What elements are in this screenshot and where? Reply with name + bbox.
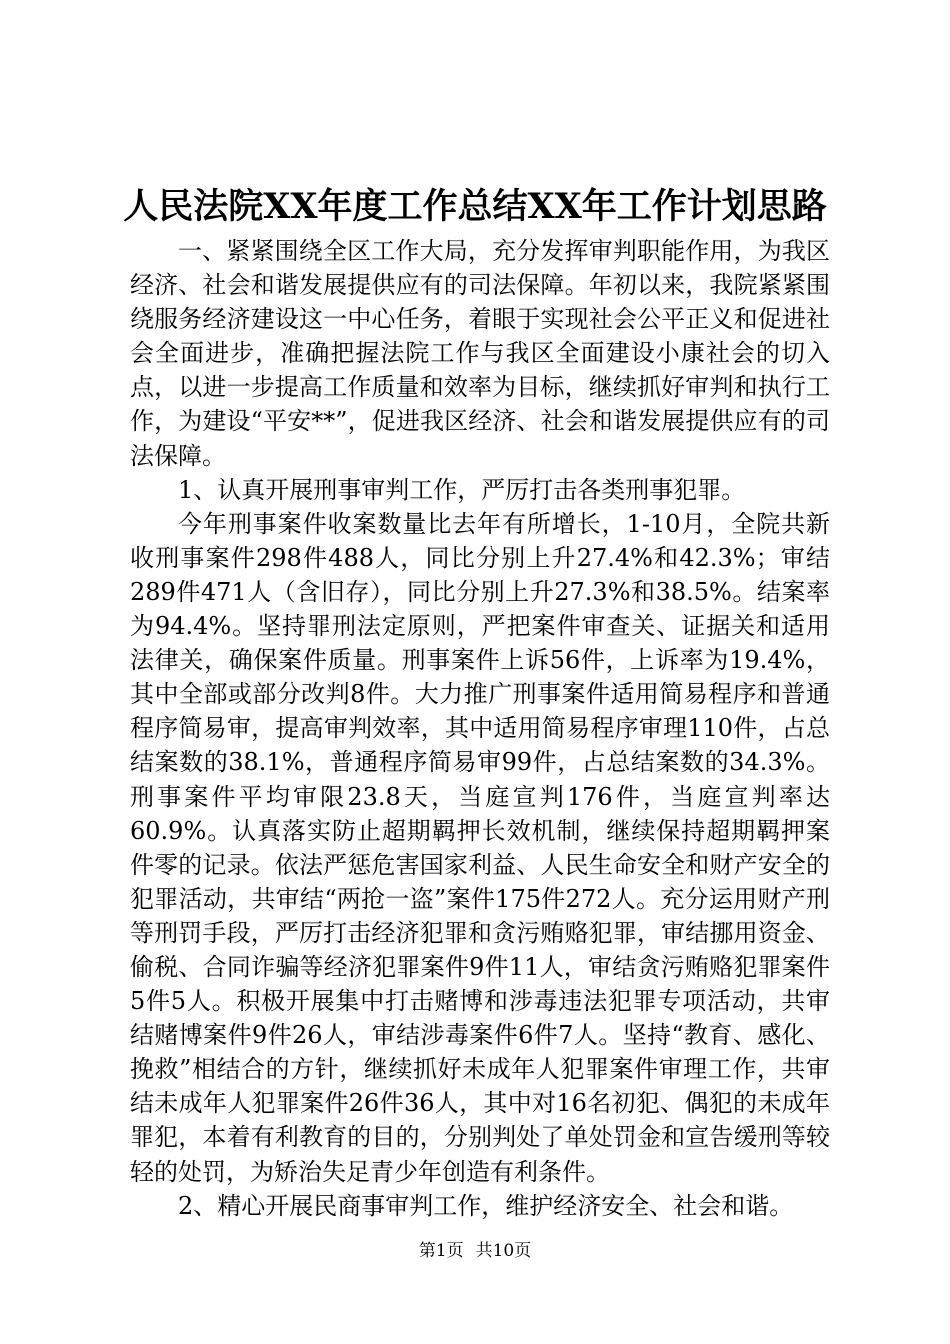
paragraph-heading-civil: 2、精心开展民商事审判工作，维护经济安全、社会和谐。 (178, 1191, 794, 1220)
page-footer (0, 1239, 950, 1263)
paragraph-criminal-details: 今年刑事案件收案数量比去年有所增长，1-10月，全院共新收刑事案件298件488人，同比分别上升27.4%和42.3%；审结289件471人（含旧存），同比分别上升27.3%和38.5%。结案率为94.4%。坚持罪刑法定原则，严把案件审查关、证据关和适用法律关，确保案件质量。刑事案件上诉56件，上诉率为19.4%，其中全部或部分改判8件。大力推广刑事案件适用简易程序和普通程序简易审，提高审判效率，其中适用简易程序审理110件，占总结案数的38.1%，普通程序简易审99件，占总结案数的34.3%。刑事案件平均审限23.8天，当庭宣判176件，当庭宣判率达60.9%。认真落实防止超期羁押长效机制，继续保持超期羁押案件零的记录。依法严惩危害国家利益、人民生命安全和财产安全的犯罪活动，共审结“两抢一盗”案件175件272人。充分运用财产刑等刑罚手段，严厉打击经济犯罪和贪污贿赂犯罪，审结挪用资金、偷税、合同诈骗等经济犯罪案件9件11人，审结贪污贿赂犯罪案件5件5人。积极开展集中打击赌博和涉毒违法犯罪专项活动，共审结赌博案件9件26人，审结涉毒案件6件7人。坚持“教育、感化、挽救”相结合的方针，继续抓好未成年人犯罪案件审理工作，共审结未成年人犯罪案件26件36人，其中对16名初犯、偶犯的未成年罪犯，本着有利教育的目的，分别判处了单处罚金和宣告缓刑等较轻的处罚，为矫治失足青少年创造有利条件。 (130, 509, 830, 1186)
page-total: 共10页 (475, 1241, 532, 1261)
paragraph-heading-criminal: 1、认真开展刑事审判工作，严厉打击各类刑事犯罪。 (178, 475, 746, 504)
paragraph-section-one: 一、紧紧围绕全区工作大局，充分发挥审判职能作用，为我区经济、社会和谐发展提供应有的司法保障。年初以来，我院紧紧围绕服务经济建设这一中心任务，着眼于实现社会公平正义和促进社会全面进步，准确把握法院工作与我区全面建设小康社会的切入点，以进一步提高工作质量和效率为目标，继续抓好审判和执行工作，为建设“平安**”，促进我区经济、社会和谐发展提供应有的司法保障。 (130, 237, 830, 470)
document-body (130, 234, 830, 1223)
page-number: 第1页 (418, 1241, 464, 1261)
document-title: 人民法院XX年度工作总结XX年工作计划思路 (123, 186, 827, 227)
